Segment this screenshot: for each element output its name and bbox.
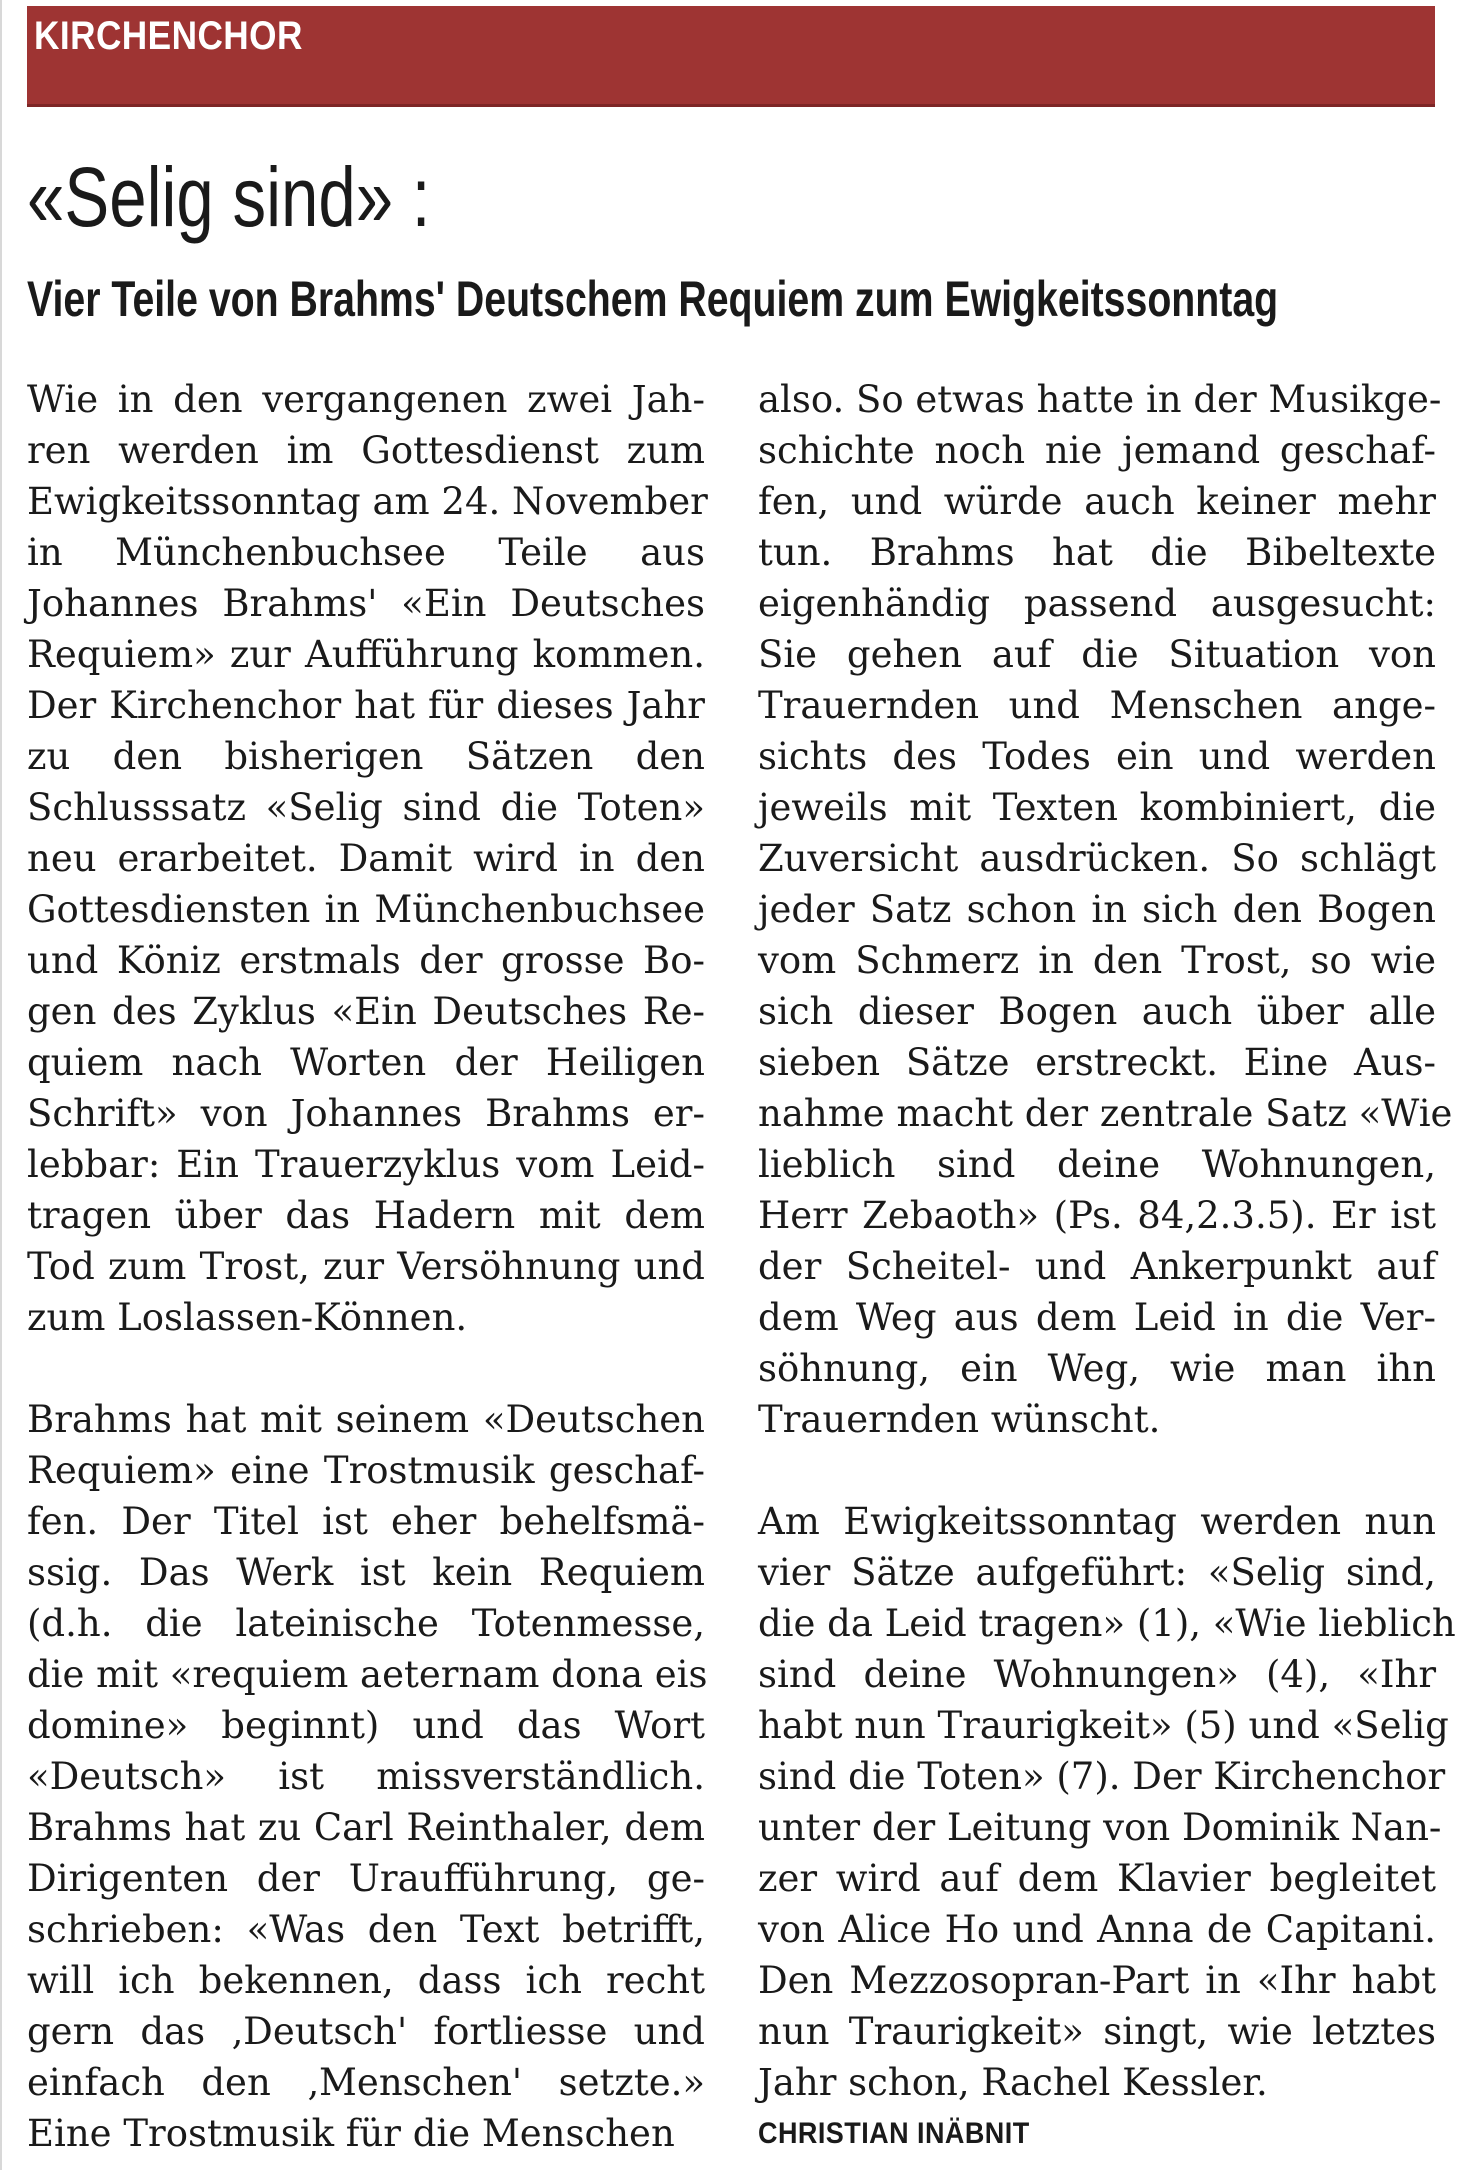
text-line: Ewigkeitssonntag am 24. November [27, 480, 708, 523]
text-line: Brahms hat zu Carl Reinthaler, dem [27, 1806, 705, 1849]
article-column-right [758, 374, 1456, 2159]
text-line: nun Traurigkeit» singt, wie letztes [758, 2010, 1436, 2053]
text-line: von Alice Ho und Anna de Capitani. [758, 1908, 1436, 1951]
text-line: Den Mezzosopran-Part in «Ihr habt [758, 1959, 1436, 2002]
text-line: zer wird auf dem Klavier begleitet [758, 1857, 1436, 1900]
text-line: Sie gehen auf die Situation von [758, 633, 1436, 676]
text-line: sich dieser Bogen auch über alle [758, 990, 1436, 1033]
text-line: Requiem» zur Aufführung kommen. [27, 633, 705, 676]
text-line: schrieben: «Was den Text betrifft, [27, 1908, 705, 1951]
text-line: unter der Leitung von Dominik Nan- [758, 1806, 1442, 1849]
text-line: gen des Zyklus «Ein Deutsches Re- [27, 990, 705, 1033]
text-line: vom Schmerz in den Trost, so wie [758, 939, 1436, 982]
text-line: jeder Satz schon in sich den Bogen [758, 888, 1436, 931]
text-line: vier Sätze aufgeführt: «Selig sind, [758, 1551, 1436, 1594]
text-line: tragen über das Hadern mit dem [27, 1194, 705, 1237]
text-line: nahme macht der zentrale Satz «Wie [758, 1092, 1453, 1135]
text-line: lieblich sind deine Wohnungen, [758, 1143, 1436, 1186]
text-line: in Münchenbuchsee Teile aus [27, 531, 705, 574]
text-line: Trauernden wünscht. [758, 1398, 1161, 1441]
text-line: Am Ewigkeitssonntag werden nun [758, 1500, 1436, 1543]
text-line: Requiem» eine Trostmusik geschaf- [27, 1449, 705, 1492]
text-line: «Deutsch» ist missverständlich. [27, 1755, 705, 1798]
text-line: zum Loslassen-Können. [27, 1296, 468, 1339]
text-line: und Köniz erstmals der grosse Bo- [27, 939, 705, 982]
text-line: Wie in den vergangenen zwei Jah- [27, 378, 705, 421]
text-line: die da Leid tragen» (1), «Wie lieblich [758, 1602, 1456, 1645]
text-line: zu den bisherigen Sätzen den [27, 735, 705, 778]
text-line: ssig. Das Werk ist kein Requiem [27, 1551, 705, 1594]
text-line: sind deine Wohnungen» (4), «Ihr [758, 1653, 1436, 1696]
text-line: Brahms hat mit seinem «Deutschen [27, 1398, 705, 1441]
text-line: schichte noch nie jemand geschaf- [758, 429, 1436, 472]
text-line: domine» beginnt) und das Wort [27, 1704, 705, 1747]
text-line: Gottesdiensten in Münchenbuchsee [27, 888, 705, 931]
text-line: Dirigenten der Uraufführung, ge- [27, 1857, 705, 1900]
text-line: habt nun Traurigkeit» (5) und «Selig [758, 1704, 1449, 1747]
text-line: Eine Trostmusik für die Menschen [27, 2112, 675, 2155]
text-line: Jahr schon, Rachel Kessler. [758, 2061, 1268, 2104]
text-line: neu erarbeitet. Damit wird in den [27, 837, 705, 880]
text-line: tun. Brahms hat die Bibeltexte [758, 531, 1436, 574]
text-line: gern das ‚Deutsch' fortliesse und [27, 2010, 705, 2053]
headline: «Selig sind» : [27, 150, 431, 244]
section-label: KIRCHENCHOR [34, 14, 303, 58]
text-line: ren werden im Gottesdienst zum [27, 429, 705, 472]
text-line: will ich bekennen, dass ich recht [27, 1959, 705, 2002]
text-line: sieben Sätze erstreckt. Eine Aus- [758, 1041, 1436, 1084]
author-byline: CHRISTIAN INÄBNIT [758, 2117, 1030, 2150]
text-line: Schrift» von Johannes Brahms er- [27, 1092, 705, 1135]
text-line: also. So etwas hatte in der Musikge- [758, 378, 1442, 421]
paragraph-break [758, 1445, 1436, 1496]
subheadline: Vier Teile von Brahms' Deutschem Requiem zum Ewigkeitssonntag [27, 271, 1279, 327]
text-line: (d.h. die lateinische Totenmesse, [27, 1602, 705, 1645]
text-line: Schlusssatz «Selig sind die Toten» [27, 786, 705, 829]
text-line: lebbar: Ein Trauerzyklus vom Leid- [27, 1143, 705, 1186]
page-edge-rule [0, 0, 2, 2170]
text-line: fen. Der Titel ist eher behelfsmä- [27, 1500, 705, 1543]
text-line: fen, und würde auch keiner mehr [758, 480, 1436, 523]
article-column-left [27, 374, 708, 2159]
text-line: Zuversicht ausdrücken. So schlägt [758, 837, 1436, 880]
paragraph-break [27, 1343, 705, 1394]
text-line: Herr Zebaoth» (Ps. 84,2.3.5). Er ist [758, 1194, 1436, 1237]
section-banner [27, 6, 1435, 107]
text-line: jeweils mit Texten kombiniert, die [758, 786, 1436, 829]
text-line: Johannes Brahms' «Ein Deutsches [27, 582, 705, 625]
text-line: eigenhändig passend ausgesucht: [758, 582, 1436, 625]
text-line: Der Kirchenchor hat für dieses Jahr [27, 684, 705, 727]
text-line: Tod zum Trost, zur Versöhnung und [27, 1245, 705, 1288]
text-line: söhnung, ein Weg, wie man ihn [758, 1347, 1436, 1390]
text-line: die mit «requiem aeternam dona eis [27, 1653, 708, 1696]
text-line: dem Weg aus dem Leid in die Ver- [758, 1296, 1436, 1339]
text-line: der Scheitel- und Ankerpunkt auf [758, 1245, 1436, 1288]
text-line: sichts des Todes ein und werden [758, 735, 1436, 778]
text-line: quiem nach Worten der Heiligen [27, 1041, 705, 1084]
text-line: Trauernden und Menschen ange- [758, 684, 1436, 727]
text-line: einfach den ‚Menschen' setzte.» [27, 2061, 705, 2104]
text-line: sind die Toten» (7). Der Kirchenchor [758, 1755, 1446, 1798]
